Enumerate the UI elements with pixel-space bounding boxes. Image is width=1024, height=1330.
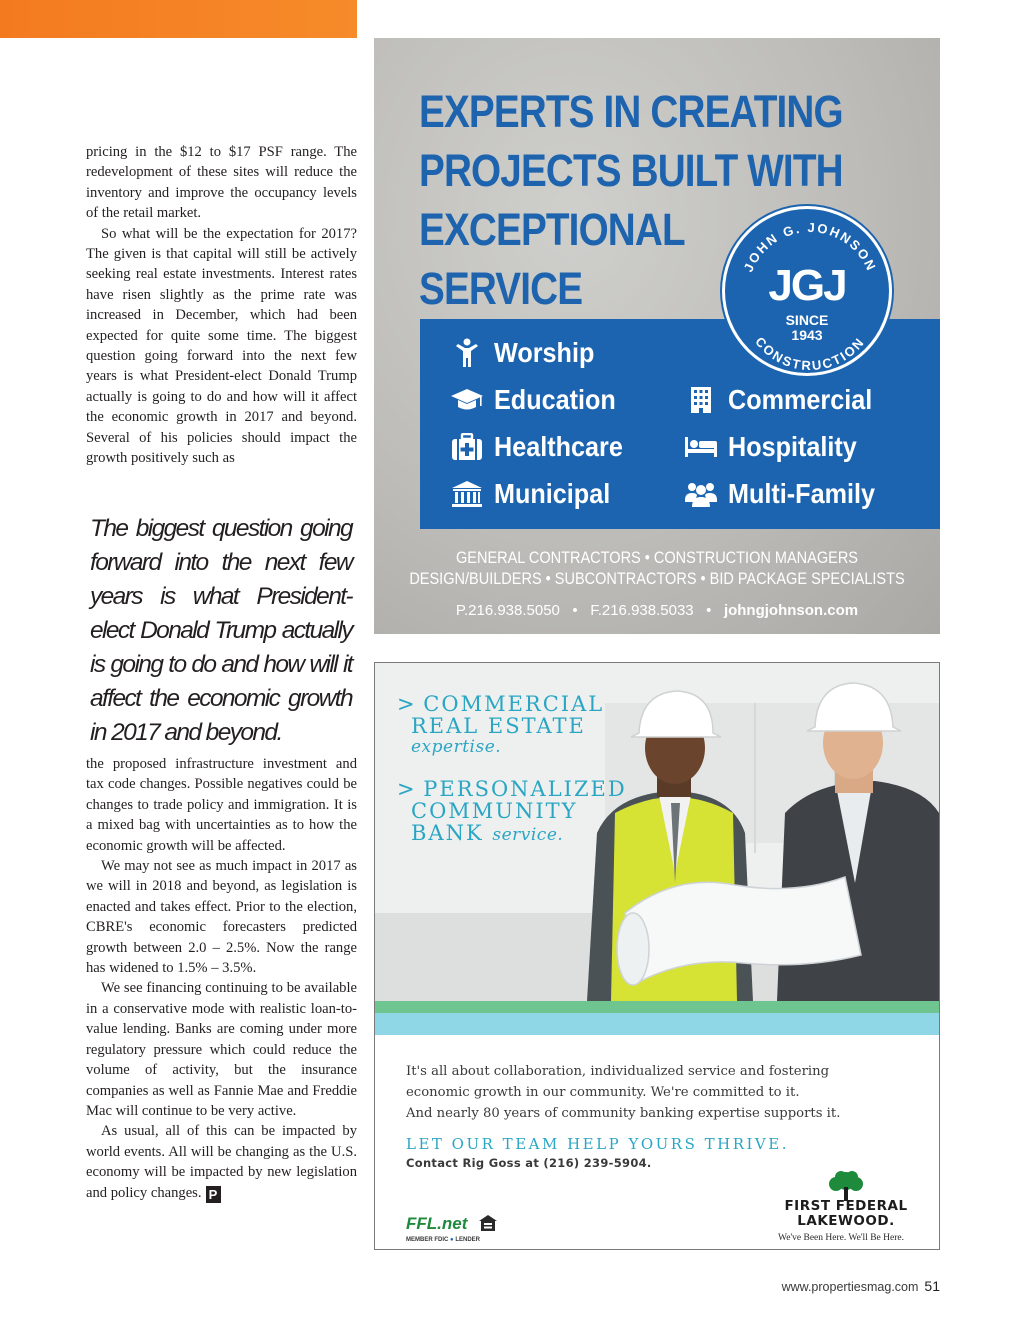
member-fdic: MEMBER FDIC <box>406 1237 449 1243</box>
tagline-line: service. <box>492 825 564 845</box>
bank-slogan: We've Been Here. We'll Be Here. <box>778 1233 904 1243</box>
article-column-2 <box>86 754 357 1203</box>
page-number: 51 <box>924 1278 940 1294</box>
first-federal-lakewood-advertisement[interactable] <box>374 662 940 1250</box>
badge-since <box>725 313 889 343</box>
service-line: GENERAL CONTRACTORS • CONSTRUCTION MANAGERS <box>455 549 858 567</box>
tagline-line: REAL ESTATE <box>411 714 586 738</box>
separator: • <box>706 602 712 619</box>
fax-number: F.216.938.5033 <box>590 602 694 619</box>
bank-name-line: FIRST FEDERAL <box>784 1198 908 1214</box>
ad-service-lines <box>408 548 906 590</box>
article-paragraph <box>86 1121 357 1203</box>
office-building-icon <box>684 385 718 415</box>
article-paragraph: We may not see as much impact in 2017 as we will in 2018 and beyond, as legislation is enacted and takes effect. Prior to the election, CBRE's economic forecasters predicted growth between 2.0 – 2.5%. Now the range has widened to 1.5% – 3.5%. <box>86 858 357 977</box>
arrow-glyph: > <box>397 777 415 801</box>
equal-housing-icon <box>478 1214 498 1237</box>
service-multi-family: Multi-Family <box>684 478 891 510</box>
body-line: economic growth in our community. We're committed to it. <box>406 1085 800 1100</box>
jgj-logo-badge <box>722 206 892 376</box>
article-paragraph: We see financing continuing to be available in a conservative mode with realistic loan-to-value lending. Banks are coming under more regulatory pressure which could reduce the volume of activity, but the insurance companies as well as Fannie Mae and Freddie Mac will continue to be very active. <box>86 980 357 1119</box>
tagline-line: PERSONALIZED <box>423 777 627 801</box>
headline-line: PROJECTS BUILT WITH <box>419 145 843 196</box>
article-column-1 <box>86 142 357 469</box>
commercial-real-estate-tagline <box>397 693 604 757</box>
government-building-icon <box>450 479 484 509</box>
since-year: 1943 <box>791 327 823 343</box>
article-paragraph: So what will be the expectation for 2017? The given is that capital will still be actively seeking real estate investments. Interest rates have risen slightly as the prime rate was increased in December, which had been expected for quite some time. The biggest question going forward into the next few years is what President-elect Donald Trump actually is going to do and how will it affect the economic growth in 2017 and beyond. Several of his policies should impact the growth positively such as <box>86 225 357 467</box>
teal-stripe <box>375 1013 939 1035</box>
headline-line: SERVICE <box>419 263 583 314</box>
service-worship: Worship <box>450 337 605 369</box>
medical-kit-icon <box>450 432 484 462</box>
headline-line: EXPERTS IN CREATING <box>419 86 843 137</box>
call-to-action: LET OUR TEAM HELP YOURS THRIVE. <box>406 1135 789 1153</box>
ad-body-copy <box>406 1061 926 1124</box>
graduation-cap-icon <box>450 385 484 415</box>
tagline-line: COMMERCIAL <box>423 692 605 716</box>
pull-quote: The biggest question going forward into the next few years is what President-elect Donald Trump actually is going to do and how will it affect the economic growth in 2017 and beyond. <box>90 515 352 746</box>
green-stripe <box>375 1001 939 1013</box>
bank-name-line: LAKEWOOD. <box>797 1213 895 1229</box>
ad-contact-line <box>374 602 940 619</box>
service-municipal: Municipal <box>450 478 623 510</box>
tagline-line: BANK <box>411 821 484 845</box>
member-fdic-line: MEMBER FDIC ● LENDER <box>406 1237 480 1243</box>
first-federal-lakewood-logo <box>781 1199 911 1229</box>
article-paragraph: pricing in the $12 to $17 PSF range. The redevelopment of these sites will reduce the inventory and improve the occupancy levels of the retail market. <box>86 144 357 222</box>
service-commercial: Commercial <box>684 384 888 416</box>
separator: • <box>572 602 578 619</box>
jgj-advertisement[interactable] <box>374 38 940 634</box>
arrow-glyph: > <box>397 692 415 716</box>
service-education: Education <box>450 384 629 416</box>
page-footer <box>740 1278 940 1294</box>
contact-line: Contact Rig Goss at (216) 239-5904. <box>406 1156 652 1170</box>
service-line: DESIGN/BUILDERS • SUBCONTRACTORS • BID PACKAGE SPECIALISTS <box>409 570 905 588</box>
end-of-article-mark: P <box>206 1186 221 1203</box>
service-hospitality: Hospitality <box>684 431 871 463</box>
equal-housing-lender: LENDER <box>455 1237 480 1243</box>
ffl-website-link[interactable] <box>406 1214 498 1237</box>
jgj-logo-mark: JGJ <box>768 261 846 310</box>
tagline-line: COMMUNITY <box>411 799 578 823</box>
badge-top-text: JOHN G. JOHNSON <box>740 219 880 275</box>
body-line: And nearly 80 years of community banking expertise supports it. <box>406 1106 841 1121</box>
headline-line: EXCEPTIONAL <box>419 204 685 255</box>
website-link[interactable]: johngjohnson.com <box>723 602 859 619</box>
service-healthcare: Healthcare <box>450 431 637 463</box>
magazine-website[interactable]: www.propertiesmag.com <box>781 1280 919 1294</box>
bed-icon <box>684 432 718 462</box>
article-paragraph-text: As usual, all of this can be impacted by world events. All will be changing as the U.S. economy will be impacted by new legislation and policy changes. <box>86 1123 357 1201</box>
people-group-icon <box>684 479 718 509</box>
badge-bottom-text: CONSTRUCTION <box>752 333 868 374</box>
since-label: SINCE <box>785 312 829 328</box>
phone-number: P.216.938.5050 <box>455 602 560 619</box>
tagline-line: expertise. <box>411 737 502 757</box>
section-color-tab <box>0 0 357 38</box>
body-line: It's all about collaboration, individualized service and fostering <box>406 1064 830 1079</box>
article-paragraph: the proposed infrastructure investment and tax code changes. Possible negatives could be changes to trade policy and immigration. It is a mixed bag with uncertainties as to how the economic growth will be affected. <box>86 756 357 854</box>
person-icon <box>450 338 484 368</box>
personalized-banking-tagline <box>397 778 627 846</box>
site-text: FFL.net <box>406 1214 468 1233</box>
